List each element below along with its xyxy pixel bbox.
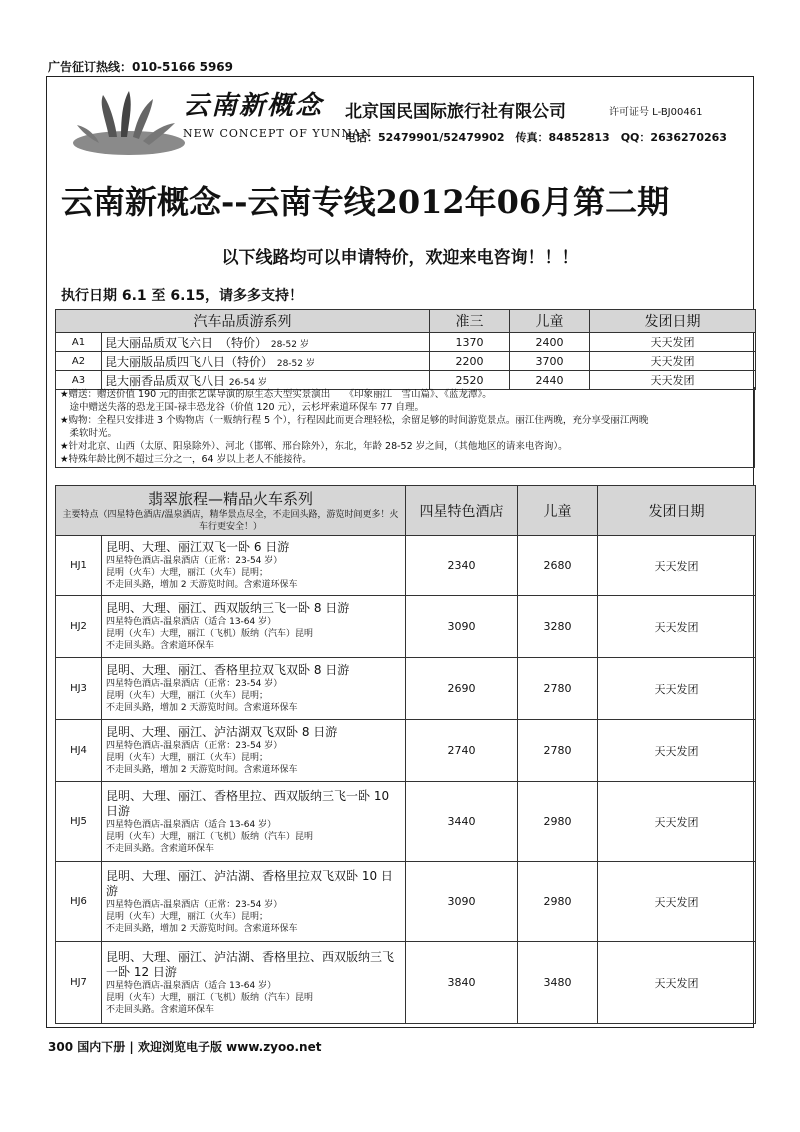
- route-detail: [102, 596, 406, 658]
- logo-hand-icon: [69, 87, 189, 157]
- age-range: 28-52 岁: [270, 339, 309, 350]
- series-title: 翡翠旅程—精品火车系列: [148, 490, 314, 508]
- table-row: [56, 782, 756, 862]
- extra-note: 不走回头路，增加 2 天游览时间。含索道环保车: [106, 923, 298, 934]
- departure: 天天发团: [598, 536, 756, 596]
- extra-note: 不走回头路，增加 2 天游览时间。含索道环保车: [106, 703, 298, 713]
- route-title: 昆明、大理、丽江、香格里拉、西双版纳三飞一卧 10 日游: [106, 788, 390, 818]
- route-title: 昆大丽品质双飞六日 （特价）: [105, 335, 268, 350]
- col-date: 发团日期: [590, 310, 756, 333]
- hotel-note: 四星特色酒店-温泉酒店（正常：23-54 岁）: [106, 679, 283, 689]
- child-price: 3480: [518, 942, 598, 1024]
- route-code: HJ1: [56, 536, 102, 596]
- departure: 天天发团: [598, 942, 756, 1024]
- page-title: 云南新概念--云南专线2012年06月第二期: [61, 183, 670, 221]
- child-price: 2400: [510, 333, 590, 352]
- train-series-table: [55, 485, 756, 1024]
- note-line: ★针对北京、山西（太原、阳泉除外）、河北（邯郸、邢台除外），东北，年龄 28-52 岁之间，（其他地区的请来电咨询）。: [60, 441, 568, 452]
- departure: 天天发团: [598, 596, 756, 658]
- table-row: [56, 942, 756, 1024]
- table-row: [56, 333, 756, 352]
- child-price: 2680: [518, 536, 598, 596]
- route-detail: [102, 782, 406, 862]
- company-name: 北京国民国际旅行社有限公司: [345, 102, 566, 122]
- departure: 天天发团: [598, 782, 756, 862]
- extra-note: 不走回头路。含索道环保车: [106, 641, 215, 651]
- route-code: HJ7: [56, 942, 102, 1024]
- route-code: A2: [56, 352, 102, 371]
- hotel-note: 四星特色酒店-温泉酒店（适合 13-64 岁）: [106, 980, 277, 991]
- price: 3090: [406, 596, 518, 658]
- price: 3840: [406, 942, 518, 1024]
- extra-note: 不走回头路，增加 2 天游览时间。含索道环保车: [106, 580, 298, 590]
- age-range: 26-54 岁: [228, 377, 267, 388]
- departure: 天天发团: [598, 658, 756, 720]
- price: 2200: [430, 352, 510, 371]
- route-code: HJ5: [56, 782, 102, 862]
- route-detail: [102, 862, 406, 942]
- price: 3440: [406, 782, 518, 862]
- route-title: 昆明、大理、丽江、泸沽湖双飞双卧 8 日游: [106, 725, 338, 739]
- transport-note: 昆明（火车）大理，丽江（火车）昆明；: [106, 753, 269, 763]
- note-line: 柔软时光。: [60, 428, 118, 439]
- table-row: [56, 862, 756, 942]
- contact-info: 电话：52479901/52479902 传真：84852813 QQ：2636270263: [345, 131, 727, 144]
- transport-note: 昆明（火车）大理，丽江（火车）昆明；: [106, 691, 269, 701]
- hotel-note: 四星特色酒店-温泉酒店（正常：23-54 岁）: [106, 556, 283, 566]
- extra-note: 不走回头路，增加 2 天游览时间。含索道环保车: [106, 765, 298, 775]
- extra-note: 不走回头路。含索道环保车: [106, 843, 215, 854]
- route-name: [102, 333, 430, 352]
- price: 1370: [430, 333, 510, 352]
- table-row: [56, 536, 756, 596]
- route-detail: [102, 536, 406, 596]
- table-row: [56, 596, 756, 658]
- note-line: ★购物：全程只安排进 3 个购物店（一贩纳行程 5 个），行程因此而更合理轻松，余留足够的时间游览景点。丽江住两晚，充分享受丽江两晚: [60, 415, 649, 426]
- ad-hotline: 广告征订热线：010-5166 5969: [48, 60, 234, 74]
- series-notes: [55, 387, 755, 468]
- route-title: 昆大丽香品质双飞八日: [105, 373, 226, 388]
- route-code: A3: [56, 371, 102, 390]
- transport-note: 昆明（火车）大理，丽江（飞机）版纳（汽车）昆明: [106, 831, 314, 842]
- child-price: 2780: [518, 658, 598, 720]
- note-line: 途中赠送失落的恐龙王国-禄丰恐龙谷（价值 120 元），云杉坪索道环保车 77 自理。: [60, 402, 424, 413]
- transport-note: 昆明（火车）大理，丽江（火车）昆明；: [106, 911, 269, 922]
- child-price: 3280: [518, 596, 598, 658]
- child-price: 2980: [518, 862, 598, 942]
- route-code: HJ6: [56, 862, 102, 942]
- col-price: 准三: [430, 310, 510, 333]
- table-row: [56, 352, 756, 371]
- departure: 天天发团: [598, 862, 756, 942]
- col-child: 儿童: [510, 310, 590, 333]
- price: 3090: [406, 862, 518, 942]
- page-subtitle: 以下线路均可以申请特价，欢迎来电咨询！！！: [221, 248, 579, 268]
- transport-note: 昆明（火车）大理，丽江（飞机）版纳（汽车）昆明: [106, 629, 314, 639]
- footer: 300 国内下册 | 欢迎浏览电子版 www.zyoo.net: [48, 1040, 322, 1054]
- age-range: 28-52 岁: [276, 358, 315, 369]
- child-price: 3700: [510, 352, 590, 371]
- price: 2340: [406, 536, 518, 596]
- hotel-note: 四星特色酒店-温泉酒店（正常：23-54 岁）: [106, 899, 283, 910]
- hotel-note: 四星特色酒店-温泉酒店（正常：23-54 岁）: [106, 741, 283, 751]
- route-name: [102, 352, 430, 371]
- col-date: 发团日期: [598, 486, 756, 536]
- col-child: 儿童: [518, 486, 598, 536]
- route-detail: [102, 942, 406, 1024]
- route-title: 昆大丽版品质四飞八日（特价）: [105, 354, 274, 369]
- price: 2520: [430, 371, 510, 390]
- price: 2690: [406, 658, 518, 720]
- route-title: 昆明、大理、丽江、泸沽湖、香格里拉双飞双卧 10 日游: [106, 868, 393, 898]
- license-number: 许可证号 L-BJ00461: [609, 107, 703, 118]
- series-title-cell: [56, 486, 406, 536]
- note-line: ★赠送：赠送价值 190 元的由张艺谋导演的原生态大型实景演出 《印象丽江 雪山篇》、《蓝龙潭》。: [60, 389, 492, 400]
- logo-chinese: 云南新概念: [183, 91, 324, 121]
- route-code: HJ2: [56, 596, 102, 658]
- route-detail: [102, 720, 406, 782]
- departure: 天天发团: [590, 352, 756, 371]
- bus-series-table: [55, 309, 756, 390]
- logo-english: NEW CONCEPT OF YUNNAN: [183, 127, 372, 140]
- child-price: 2440: [510, 371, 590, 390]
- header: [47, 77, 753, 163]
- col-hotel: 四星特色酒店: [406, 486, 518, 536]
- transport-note: 昆明（火车）大理，丽江（飞机）版纳（汽车）昆明: [106, 992, 314, 1003]
- hotel-note: 四星特色酒店-温泉酒店（适合 13-64 岁）: [106, 819, 277, 830]
- departure: 天天发团: [598, 720, 756, 782]
- series-features: 主要特点（四星特色酒店/温泉酒店，精华景点尽全，不走回头路，游览时间更多！火车行更安全！）: [62, 510, 399, 532]
- child-price: 2980: [518, 782, 598, 862]
- departure: 天天发团: [590, 371, 756, 390]
- route-title: 昆明、大理、丽江、泸沽湖、香格里拉、西双版纳三飞一卧 12 日游: [106, 949, 395, 979]
- route-title: 昆明、大理、丽江双飞一卧 6 日游: [106, 540, 290, 554]
- note-line: ★特殊年龄比例不超过三分之一，64 岁以上老人不能接待。: [60, 454, 312, 465]
- train-series-header: [56, 486, 756, 536]
- route-title: 昆明、大理、丽江、香格里拉双飞双卧 8 日游: [106, 663, 350, 677]
- route-detail: [102, 658, 406, 720]
- page-frame: [46, 76, 754, 1028]
- child-price: 2780: [518, 720, 598, 782]
- route-code: HJ4: [56, 720, 102, 782]
- route-title: 昆明、大理、丽江、西双版纳三飞一卧 8 日游: [106, 601, 350, 615]
- route-code: HJ3: [56, 658, 102, 720]
- departure: 天天发团: [590, 333, 756, 352]
- route-code: A1: [56, 333, 102, 352]
- execution-date: 执行日期 6.1 至 6.15，请多多支持！: [61, 288, 303, 304]
- series-title: 汽车品质游系列: [56, 310, 430, 333]
- extra-note: 不走回头路。含索道环保车: [106, 1004, 215, 1015]
- table-row: [56, 658, 756, 720]
- table-row: [56, 720, 756, 782]
- bus-series-header: [56, 310, 756, 333]
- transport-note: 昆明（火车）大理，丽江（火车）昆明；: [106, 568, 269, 578]
- price: 2740: [406, 720, 518, 782]
- hotel-note: 四星特色酒店-温泉酒店（适合 13-64 岁）: [106, 617, 277, 627]
